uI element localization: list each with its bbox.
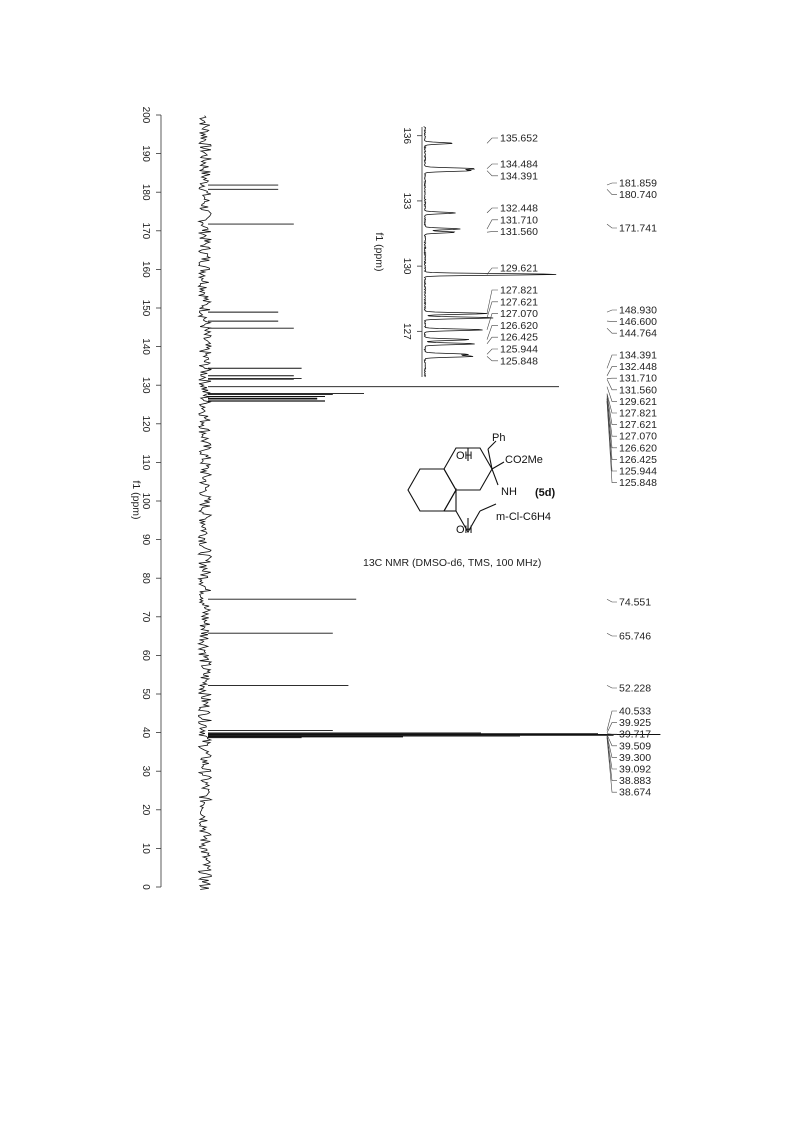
main-label-leader: [607, 189, 617, 194]
inset-peak-labels: [487, 133, 538, 368]
main-tick-label: 130: [140, 376, 151, 394]
inset-label-leader: [487, 302, 498, 318]
main-tick-label: 30: [140, 765, 151, 777]
main-tick-label: 180: [140, 183, 151, 201]
inset-tick-label: 133: [401, 192, 412, 210]
main-peak-label: 181.859: [619, 177, 657, 190]
main-tick-label: 160: [140, 261, 151, 278]
main-spectrum-peaks: [208, 185, 660, 738]
main-peak-label: 131.710: [619, 372, 657, 385]
main-peak-label: 125.944: [619, 465, 657, 478]
main-label-leader: [607, 328, 617, 333]
inset-label-leader: [487, 220, 498, 229]
compound-label: (5d): [535, 487, 556, 499]
main-label-leader: [607, 685, 617, 688]
main-tick-label: 190: [140, 145, 151, 162]
inset-expansion: [373, 127, 556, 377]
main-label-leader: [607, 599, 617, 602]
main-peak-label: 74.551: [619, 596, 652, 609]
inset-tick-label: 130: [401, 257, 412, 275]
main-label-leader: [607, 633, 617, 636]
inset-tick-label: 127: [401, 323, 412, 340]
inset-peak-label: 132.448: [500, 202, 538, 215]
inset-peak-label: 134.391: [500, 170, 538, 183]
nh-label: NH: [501, 486, 517, 498]
main-axis-label: f1 (ppm): [130, 480, 142, 520]
inset-peak-label: 127.070: [500, 308, 538, 321]
inset-peak-label: 126.425: [500, 331, 538, 344]
main-peak-label: 52.228: [619, 682, 652, 695]
ring-c1-bond: [492, 469, 498, 485]
main-tick-label: 140: [140, 338, 151, 355]
main-peak-label: 39.717: [619, 728, 652, 741]
main-peak-label: 127.821: [619, 407, 657, 420]
main-tick-label: 70: [140, 611, 151, 623]
inset-peak-label: 134.484: [500, 158, 538, 171]
main-peak-label: 39.300: [619, 751, 652, 764]
main-peak-label: 39.925: [619, 717, 652, 730]
main-peak-label: 146.600: [619, 316, 657, 329]
main-tick-label: 60: [140, 649, 151, 661]
main-tick-label: 90: [140, 534, 151, 546]
main-tick-label: 50: [140, 688, 151, 700]
main-peak-label: 131.560: [619, 384, 657, 397]
main-label-leader: [607, 310, 617, 312]
inset-label-leader: [487, 138, 498, 143]
main-peak-label: 38.883: [619, 775, 652, 788]
inset-label-leader: [487, 337, 498, 344]
main-tick-label: 0: [140, 884, 151, 890]
main-tick-label: 170: [140, 222, 151, 240]
main-peak-label: 144.764: [619, 327, 657, 340]
inset-peak-label: 127.621: [500, 296, 538, 309]
molecule-structure: [408, 432, 556, 536]
main-peak-label: 125.848: [619, 477, 657, 490]
inset-label-leader: [487, 232, 498, 233]
main-tick-label: 120: [140, 415, 151, 433]
main-peak-label: 148.930: [619, 304, 657, 317]
oh-bottom-label: OH: [456, 524, 473, 536]
inset-peak-label: 125.944: [500, 343, 538, 356]
inset-tick-label: 136: [401, 127, 412, 145]
ph-label: Ph: [492, 432, 506, 444]
co2me-label: CO2Me: [505, 454, 543, 466]
inset-peak-label: 129.621: [500, 262, 538, 275]
ester-bond: [492, 462, 504, 469]
ring-c3-bond: [480, 504, 496, 511]
main-label-leader: [607, 711, 617, 731]
inset-peak-label: 125.848: [500, 355, 538, 368]
inset-label-leader: [487, 314, 498, 330]
main-label-leader: [607, 379, 617, 390]
inset-peak-label: 131.710: [500, 214, 538, 227]
main-peak-label: 134.391: [619, 349, 657, 362]
main-peak-label: 180.740: [619, 189, 657, 202]
main-label-leader: [607, 367, 617, 376]
main-tick-label: 80: [140, 572, 151, 584]
oh-top-label: OH: [456, 450, 473, 462]
aryl-label: m-Cl-C6H4: [496, 511, 551, 523]
inset-peak-label: 135.652: [500, 132, 538, 145]
main-label-leader: [607, 734, 617, 735]
main-tick-label: 10: [140, 842, 151, 854]
main-tick-label: 150: [140, 299, 151, 317]
main-peak-label: 127.070: [619, 430, 657, 443]
main-peak-label: 39.092: [619, 763, 652, 776]
main-peak-label: 127.621: [619, 419, 657, 432]
main-label-leader: [607, 737, 617, 781]
spectrum-title: 13C NMR (DMSO-d6, TMS, 100 MHz): [363, 557, 542, 569]
main-peak-label: 129.621: [619, 395, 657, 408]
main-peak-label: 126.620: [619, 442, 657, 455]
main-label-leader: [607, 183, 617, 185]
main-peak-label: 65.746: [619, 630, 652, 643]
inset-axis-label: f1 (ppm): [373, 232, 385, 272]
inset-peak-label: 127.821: [500, 284, 538, 297]
main-tick-label: 20: [140, 804, 151, 816]
main-tick-label: 110: [140, 454, 151, 471]
inset-label-leader: [487, 208, 498, 213]
main-tick-label: 200: [140, 106, 151, 124]
main-peak-label: 40.533: [619, 705, 652, 718]
main-peak-labels: [607, 178, 657, 799]
main-label-leader: [607, 224, 617, 228]
inset-label-leader: [487, 164, 498, 169]
main-label-leader: [607, 321, 617, 322]
main-peak-label: 171.741: [619, 222, 657, 235]
main-tick-label: 100: [140, 492, 151, 510]
inset-label-leader: [487, 356, 498, 360]
main-peak-label: 126.425: [619, 453, 657, 466]
main-peak-label: 38.674: [619, 786, 652, 799]
inset-peak-label: 126.620: [500, 319, 538, 332]
main-tick-label: 40: [140, 727, 151, 739]
main-peak-label: 39.509: [619, 740, 652, 753]
inset-peak-label: 131.560: [500, 226, 538, 239]
inset-label-leader: [487, 171, 498, 176]
noise-trace: [199, 116, 212, 890]
naphthoquinone-outer-ring: [408, 469, 456, 511]
baseline-noise: [199, 116, 212, 890]
main-ppm-axis: [140, 107, 161, 891]
main-peak-label: 132.448: [619, 361, 657, 374]
inset-label-leader: [487, 349, 498, 354]
